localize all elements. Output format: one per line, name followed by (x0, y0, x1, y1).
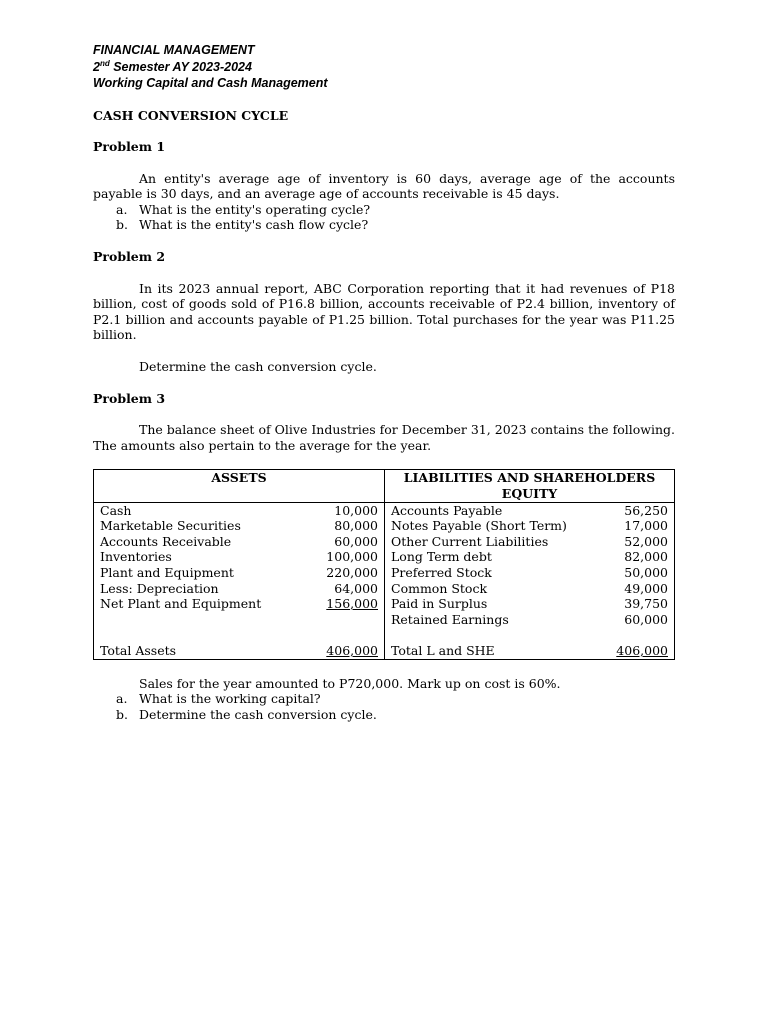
asset-name: Plant and Equipment (94, 565, 307, 581)
asset-value (306, 627, 385, 643)
table-row (94, 627, 675, 643)
liability-name: Preferred Stock (391, 564, 492, 580)
list-marker: b. (116, 217, 128, 233)
liability-name: Other Current Liabilities (391, 533, 549, 549)
liability-name: Retained Earnings (391, 611, 509, 627)
table-row (94, 502, 675, 518)
total-liabilities-label: Total L and SHE (385, 643, 584, 659)
problem1-questions (93, 202, 675, 233)
liability-name: Notes Payable (Short Term) (391, 518, 567, 534)
problem2-title: Problem 2 (93, 249, 166, 265)
liability-value: 39,750 (583, 596, 675, 612)
asset-value: 60,000 (306, 534, 385, 550)
question-text: Determine the cash conversion cycle. (139, 706, 377, 722)
problem3-text: The balance sheet of Olive Industries for December 31, 2023 contains the following. The amounts also pertain to the average for the year. (93, 422, 675, 453)
list-item (93, 202, 675, 218)
semester-ordinal-suffix: nd (99, 58, 110, 68)
list-marker: a. (116, 691, 128, 707)
liability-name: Long Term debt (391, 549, 492, 565)
balance-sheet-table (93, 469, 675, 659)
problem2-question: Determine the cash conversion cycle. (139, 359, 377, 375)
semester-line (93, 59, 675, 76)
asset-name: Cash (94, 502, 307, 518)
asset-value (306, 612, 385, 628)
table-row (94, 596, 675, 612)
liability-name: Accounts Payable (391, 502, 503, 518)
problem1-text: An entity's average age of inventory is 60 days, average age of the accounts payable is 30 days, and an average age of accounts receivable is 45 days. (93, 170, 675, 202)
table-row (94, 581, 675, 597)
asset-value-underlined: 156,000 (326, 596, 378, 612)
totals-row (94, 643, 675, 659)
question-text: What is the working capital? (139, 691, 321, 707)
topic-title: Working Capital and Cash Management (93, 76, 328, 90)
table-row (94, 534, 675, 550)
liability-value: 82,000 (583, 549, 675, 565)
question-text: What is the entity's operating cycle? (139, 201, 371, 217)
list-marker: b. (116, 706, 128, 722)
asset-name: Inventories (94, 549, 307, 565)
total-liabilities-amount: 406,000 (616, 642, 668, 658)
asset-name (94, 612, 307, 628)
semester-text: Semester AY 2023-2024 (109, 59, 252, 74)
liability-value (583, 627, 675, 643)
list-item (93, 217, 675, 233)
asset-value: 100,000 (306, 549, 385, 565)
table-row (94, 565, 675, 581)
list-item (93, 707, 675, 723)
asset-name: Marketable Securities (94, 518, 307, 534)
table-header-row (94, 470, 675, 502)
table-row (94, 518, 675, 534)
document-header (93, 42, 675, 92)
total-assets-amount: 406,000 (326, 642, 378, 658)
list-item (93, 691, 675, 707)
asset-name: Accounts Receivable (94, 534, 307, 550)
liability-value: 49,000 (583, 581, 675, 597)
sales-text: Sales for the year amounted to P720,000. Mark up on cost is 60%. (139, 675, 561, 691)
asset-name: Net Plant and Equipment (94, 596, 307, 612)
total-liabilities-value (583, 643, 675, 659)
total-assets-label: Total Assets (94, 643, 307, 659)
asset-name: Less: Depreciation (94, 581, 307, 597)
liability-value: 17,000 (583, 518, 675, 534)
section-title: CASH CONVERSION CYCLE (93, 107, 289, 123)
list-marker: a. (116, 201, 128, 217)
liability-value: 60,000 (583, 612, 675, 628)
liability-value: 56,250 (583, 502, 675, 518)
liability-name: Paid in Surplus (391, 596, 488, 612)
liabilities-header: LIABILITIES AND SHAREHOLDERS EQUITY (385, 470, 675, 502)
liability-value: 50,000 (583, 565, 675, 581)
table-row (94, 612, 675, 628)
problem3-title: Problem 3 (93, 390, 166, 406)
document-page (93, 42, 675, 722)
liability-name (385, 627, 584, 643)
asset-value: 10,000 (306, 502, 385, 518)
asset-name (94, 627, 307, 643)
assets-header: ASSETS (94, 470, 385, 502)
total-assets-value (306, 643, 385, 659)
problem2-text: In its 2023 annual report, ABC Corporation reporting that it had revenues of P18 billion, cost of goods sold of P16.8 billion, accounts receivable of P2.4 billion, inventory of P2.1 billion and accounts payable of P1.25 billion. Total purchases for the year was P11.25 billion. (93, 280, 675, 343)
asset-value: 64,000 (306, 581, 385, 597)
table-row (94, 549, 675, 565)
semester-ordinal: 2 (93, 59, 100, 74)
question-text: What is the entity's cash flow cycle? (139, 217, 369, 233)
course-title: FINANCIAL MANAGEMENT (93, 43, 255, 57)
liability-name: Common Stock (391, 580, 488, 596)
asset-value (306, 596, 385, 612)
asset-value: 220,000 (306, 565, 385, 581)
problem3-questions (93, 691, 675, 722)
problem1-title: Problem 1 (93, 139, 166, 155)
liability-value: 52,000 (583, 534, 675, 550)
asset-value: 80,000 (306, 518, 385, 534)
